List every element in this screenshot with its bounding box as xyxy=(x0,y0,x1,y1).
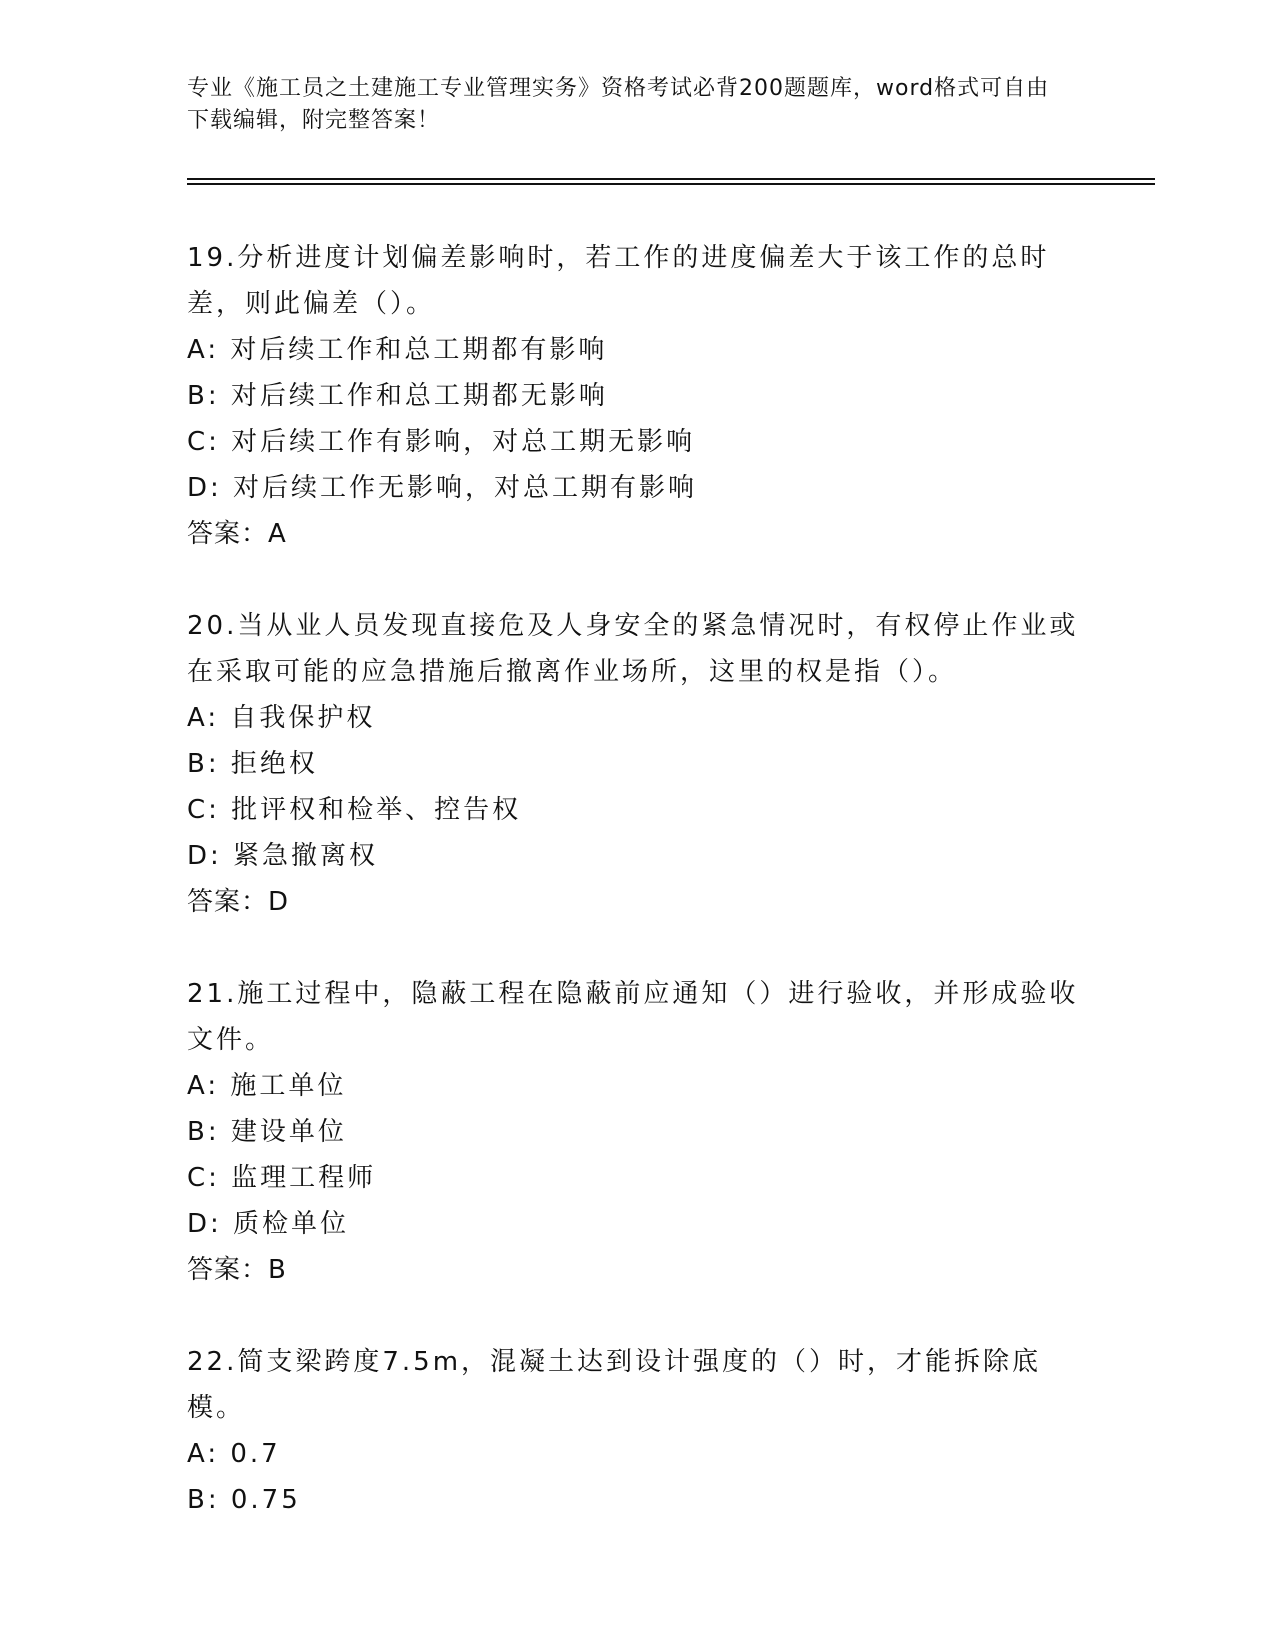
option-b: B: 建设单位 xyxy=(187,1117,347,1147)
question-20 xyxy=(187,603,1087,925)
question-stem: 20.当从业人员发现直接危及人身安全的紧急情况时，有权停止作业或在采取可能的应急措施后撤离作业场所，这里的权是指（）。 xyxy=(187,611,1079,687)
option-d: D: 紧急撤离权 xyxy=(187,841,379,871)
question-22 xyxy=(187,1339,1087,1523)
option-a: A: 施工单位 xyxy=(187,1071,347,1101)
option-b: B: 拒绝权 xyxy=(187,749,318,779)
option-d: D: 对后续工作无影响，对总工期有影响 xyxy=(187,473,698,503)
document-header: 专业《施工员之土建施工专业管理实务》资格考试必背200题题库，word格式可自由下载编辑，附完整答案！ xyxy=(187,76,1050,133)
option-a: A: 0.7 xyxy=(187,1439,281,1469)
answer-line: 答案：D xyxy=(187,887,290,917)
option-c: C: 批评权和检举、控告权 xyxy=(187,795,522,825)
option-b: B: 0.75 xyxy=(187,1485,301,1515)
option-d: D: 质检单位 xyxy=(187,1209,350,1239)
option-c: C: 监理工程师 xyxy=(187,1163,377,1193)
option-a: A: 自我保护权 xyxy=(187,703,376,733)
answer-line: 答案：A xyxy=(187,519,287,549)
question-stem: 21.施工过程中，隐蔽工程在隐蔽前应通知（）进行验收，并形成验收文件。 xyxy=(187,979,1079,1055)
option-b: B: 对后续工作和总工期都无影响 xyxy=(187,381,608,411)
question-19 xyxy=(187,235,1087,557)
option-a: A: 对后续工作和总工期都有影响 xyxy=(187,335,608,365)
question-list xyxy=(187,235,1087,1569)
question-stem: 19.分析进度计划偏差影响时，若工作的进度偏差大于该工作的总时差，则此偏差（）。 xyxy=(187,243,1050,319)
question-stem: 22.简支梁跨度7.5m，混凝土达到设计强度的（）时，才能拆除底模。 xyxy=(187,1347,1042,1423)
question-21 xyxy=(187,971,1087,1293)
header-divider-bottom xyxy=(187,183,1155,185)
header-divider-top xyxy=(187,178,1155,180)
answer-line: 答案：B xyxy=(187,1255,287,1285)
option-c: C: 对后续工作有影响，对总工期无影响 xyxy=(187,427,696,457)
